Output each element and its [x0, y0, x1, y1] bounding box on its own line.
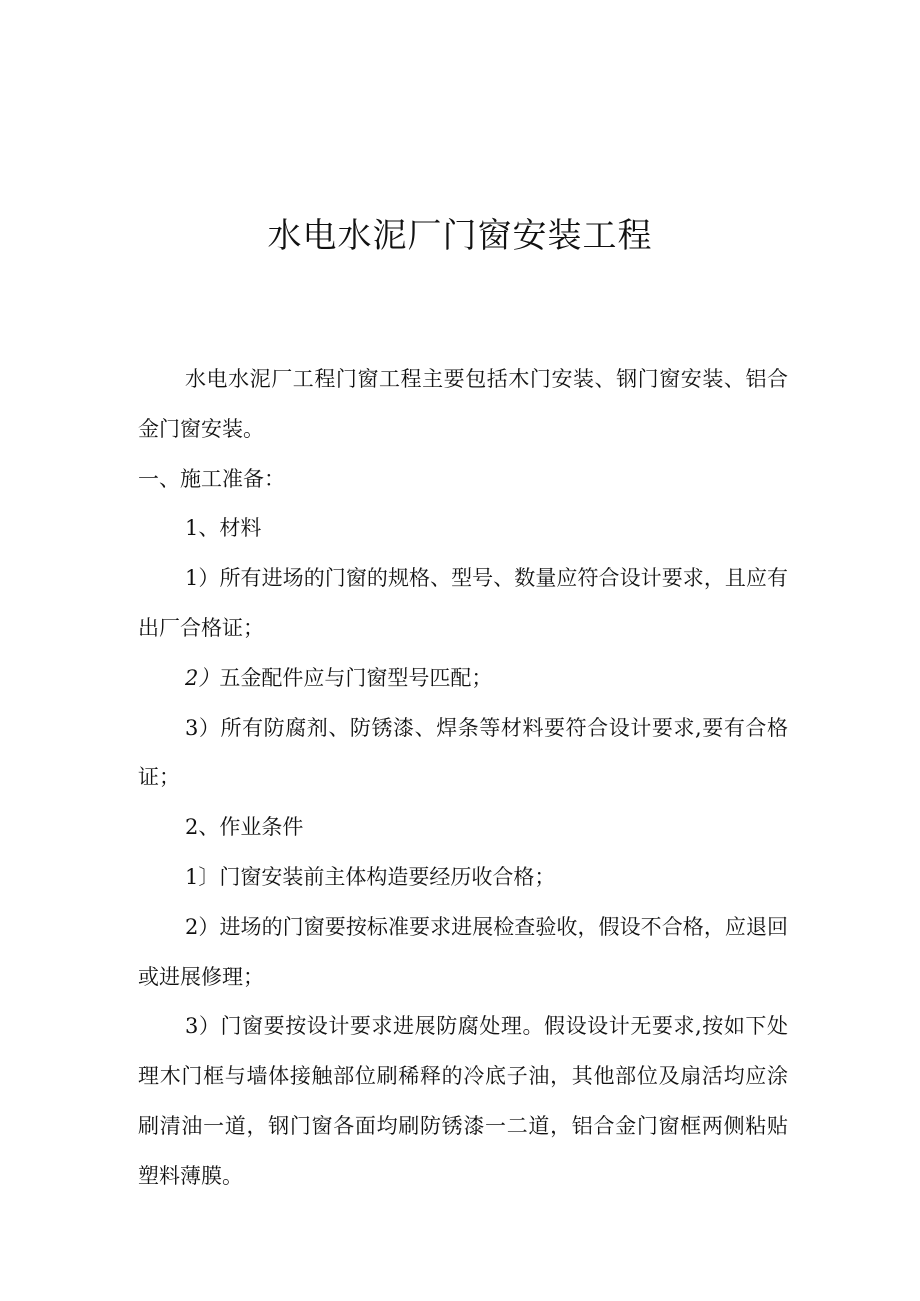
document-body: [138, 355, 788, 1202]
intro-paragraph: 水电水泥厂工程门窗工程主要包括木门安装、钢门窗安装、铝合金门窗安装。: [138, 367, 788, 441]
materials-item-1: 1）所有进场的门窗的规格、型号、数量应符合设计要求，且应有出厂合格证；: [138, 566, 788, 640]
subheading-work-conditions: 2、作业条件: [185, 815, 304, 840]
materials-item-3: 3）所有防腐剂、防锈漆、焊条等材料要符合设计要求,要有合格证；: [138, 715, 788, 790]
materials-item-2: [138, 654, 788, 704]
section-heading-preparation: 一、施工准备：: [138, 466, 285, 491]
materials-item-2-number: 2）: [185, 665, 220, 690]
document-title: 水电水泥厂门窗安装工程: [267, 216, 653, 256]
conditions-item-3: 3）门窗要按设计要求进展防腐处理。假设设计无要求,按如下处理木门框与墙体接触部位刷稀释的冷底子油，其他部位及扇活均应涂刷清油一道，钢门窗各面均刷防锈漆一二道，铝合金门窗框两侧粘贴塑料薄膜。: [138, 1014, 788, 1188]
conditions-item-1: 1〕门窗安装前主体构造要经历收合格；: [185, 864, 556, 889]
conditions-item-2: 2）进场的门窗要按标准要求进展检查验收，假设不合格，应退回或进展修理；: [138, 914, 788, 989]
subheading-materials: 1、材料: [185, 516, 262, 541]
materials-item-2-text: 五金配件应与门窗型号匹配；: [219, 665, 493, 690]
